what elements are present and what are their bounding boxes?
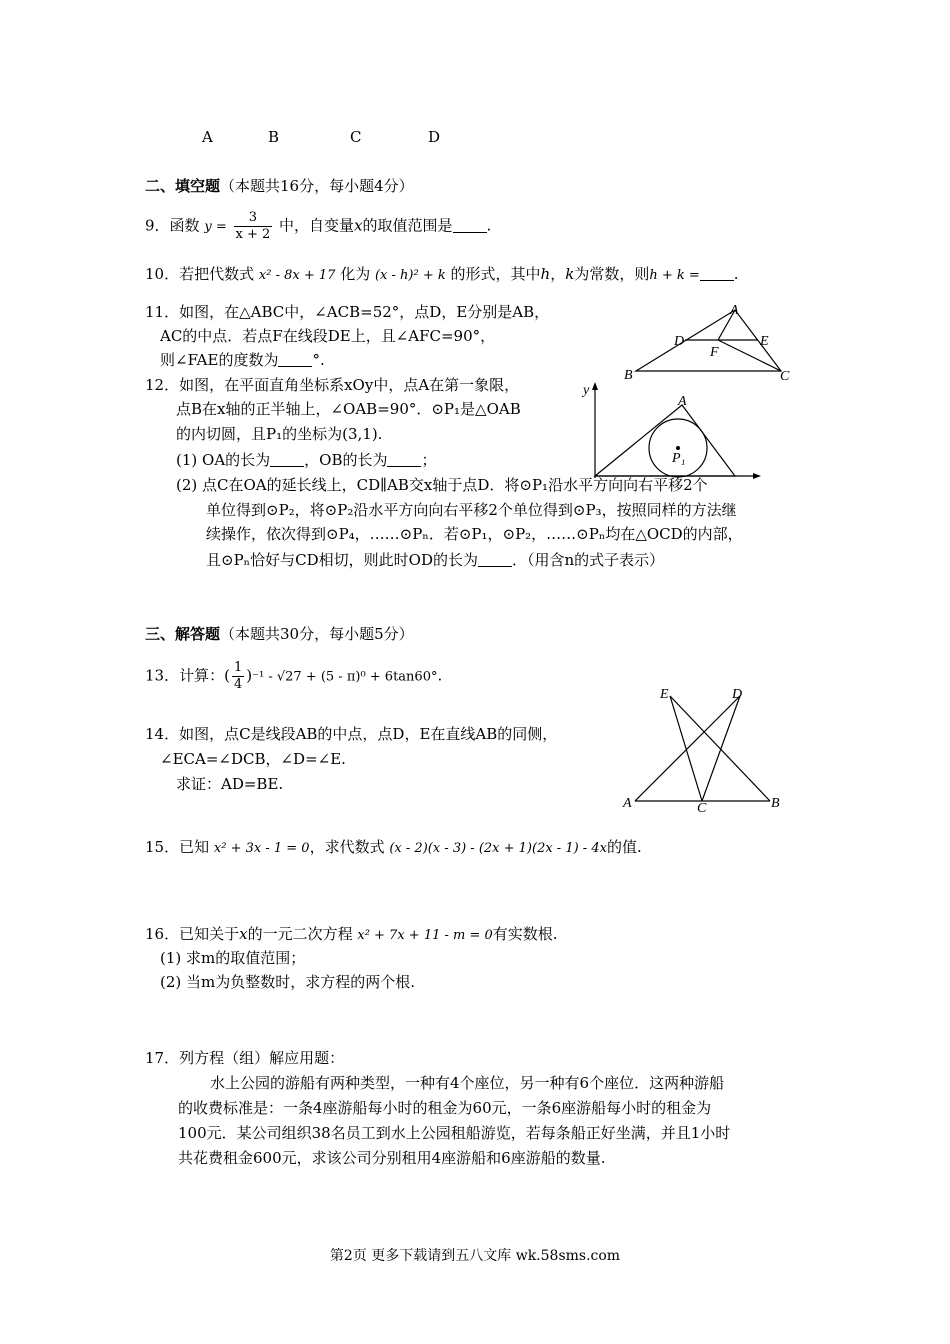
triangle-figure-q14 [615, 680, 795, 815]
question-12-part-2-line-2: 单位得到⊙P₂，将⊙P₂沿水平方向向右平移2个单位得到⊙P₃，按照同样的方法继 [206, 501, 737, 519]
label-e: E [760, 334, 769, 349]
question-12-part-2-line-1: (2) 点C在OA的延长线上，CD∥AB交x轴于点D．将⊙P₁沿水平方向向右平移2个 [176, 476, 708, 494]
label-a: A [730, 303, 739, 318]
question-17-line-1: 17．列方程（组）解应用题： [145, 1049, 345, 1067]
label-c: C [697, 801, 707, 815]
question-9: 9．函数 y = $\frac{3}{x + 2}$ 中，自变量x的取值范围是 . [145, 210, 492, 242]
option-b: B [268, 128, 280, 146]
label-a: A [623, 796, 632, 811]
answer-blank [270, 450, 304, 467]
question-11-line-3: 则∠FAE的度数为 °. [160, 351, 325, 369]
question-16-part-1: (1) 求m的取值范围； [160, 949, 306, 967]
label-y: y [583, 383, 590, 398]
question-11-line-1: 11．如图，在△ABC中，∠ACB=52°，点D，E分别是AB， [145, 303, 550, 321]
question-12-line-3: 的内切圆，且P₁的坐标为(3,1). [176, 425, 383, 443]
question-14-line-3: 求证：AD=BE. [176, 775, 284, 793]
label-d: D [732, 687, 743, 702]
option-c: C [350, 128, 362, 146]
answer-blank [453, 216, 487, 233]
label-a: A [678, 394, 687, 409]
question-16-part-2: (2) 当m为负整数时，求方程的两个根. [160, 973, 416, 991]
triangle-figure-q11 [620, 300, 800, 385]
question-17-line-3: 的收费标准是：一条4座游船每小时的租金为60元，一条6座游船每小时的租金为 [178, 1099, 712, 1117]
label-c: C [780, 369, 790, 384]
label-f: F [710, 345, 719, 360]
answer-blank [700, 264, 734, 281]
page-footer: 第2页 更多下载请到五八文库 wk.58sms.com [329, 1248, 621, 1264]
answer-blank [278, 350, 312, 367]
answer-blank [478, 550, 512, 567]
section-3-heading: 三、解答题（本题共30分，每小题5分） [145, 625, 414, 643]
label-p1: P₁ [672, 451, 686, 466]
question-12-line-2: 点B在x轴的正半轴上，∠OAB=90°．⊙P₁是△OAB [176, 400, 521, 418]
section-2-heading: 二、填空题（本题共16分，每小题4分） [145, 177, 414, 195]
question-11-line-2: AC的中点．若点F在线段DE上，且∠AFC=90°， [160, 327, 496, 345]
question-15: 15．已知 x² + 3x - 1 = 0，求代数式 (x - 2)(x - 3) - (2x + 1)(2x - 1) - 4x的值. [145, 838, 642, 856]
question-13: 13．计算：( $\frac{1}{4}$ )⁻¹ - √27 + (5 - π)⁰ + 6tan60°. [145, 660, 443, 692]
label-b: B [771, 796, 780, 811]
question-12-part-2-line-4: 且⊙Pₙ恰好与CD相切，则此时OD的长为 ．（用含n的式子表示） [206, 551, 665, 569]
option-a: A [202, 128, 213, 146]
question-17-line-2: 水上公园的游船有两种类型，一种有4个座位，另一种有6个座位．这两种游船 [210, 1074, 725, 1092]
label-d: D [674, 334, 685, 349]
question-16-line-1: 16．已知关于x的一元二次方程 x² + 7x + 11 - m = 0有实数根. [145, 925, 558, 943]
question-17-line-5: 共花费租金600元，求该公司分别租用4座游船和6座游船的数量. [178, 1149, 606, 1167]
question-17-line-4: 100元．某公司组织38名员工到水上公园租船游览，若每条船正好坐满，并且1小时 [178, 1124, 731, 1142]
coordinate-figure-q12 [575, 378, 765, 488]
question-12-part-1: (1) OA的长为 ，OB的长为 ； [176, 451, 437, 469]
answer-blank [387, 450, 421, 467]
question-14-line-1: 14．如图，点C是线段AB的中点，点D，E在直线AB的同侧， [145, 725, 558, 743]
label-e: E [660, 687, 669, 702]
question-12-line-1: 12．如图，在平面直角坐标系xOy中，点A在第一象限， [145, 376, 520, 394]
question-10: 10．若把代数式 x² - 8x + 17 化为 (x - h)² + k 的形式，其中h，k为常数，则h + k = . [145, 265, 739, 283]
label-b: B [624, 368, 633, 383]
question-12-part-2-line-3: 续操作，依次得到⊙P₄，……⊙Pₙ．若⊙P₁，⊙P₂，……⊙Pₙ均在△OCD的内部， [206, 525, 743, 543]
option-d: D [428, 128, 441, 146]
question-14-line-2: ∠ECA=∠DCB，∠D=∠E. [160, 750, 346, 768]
